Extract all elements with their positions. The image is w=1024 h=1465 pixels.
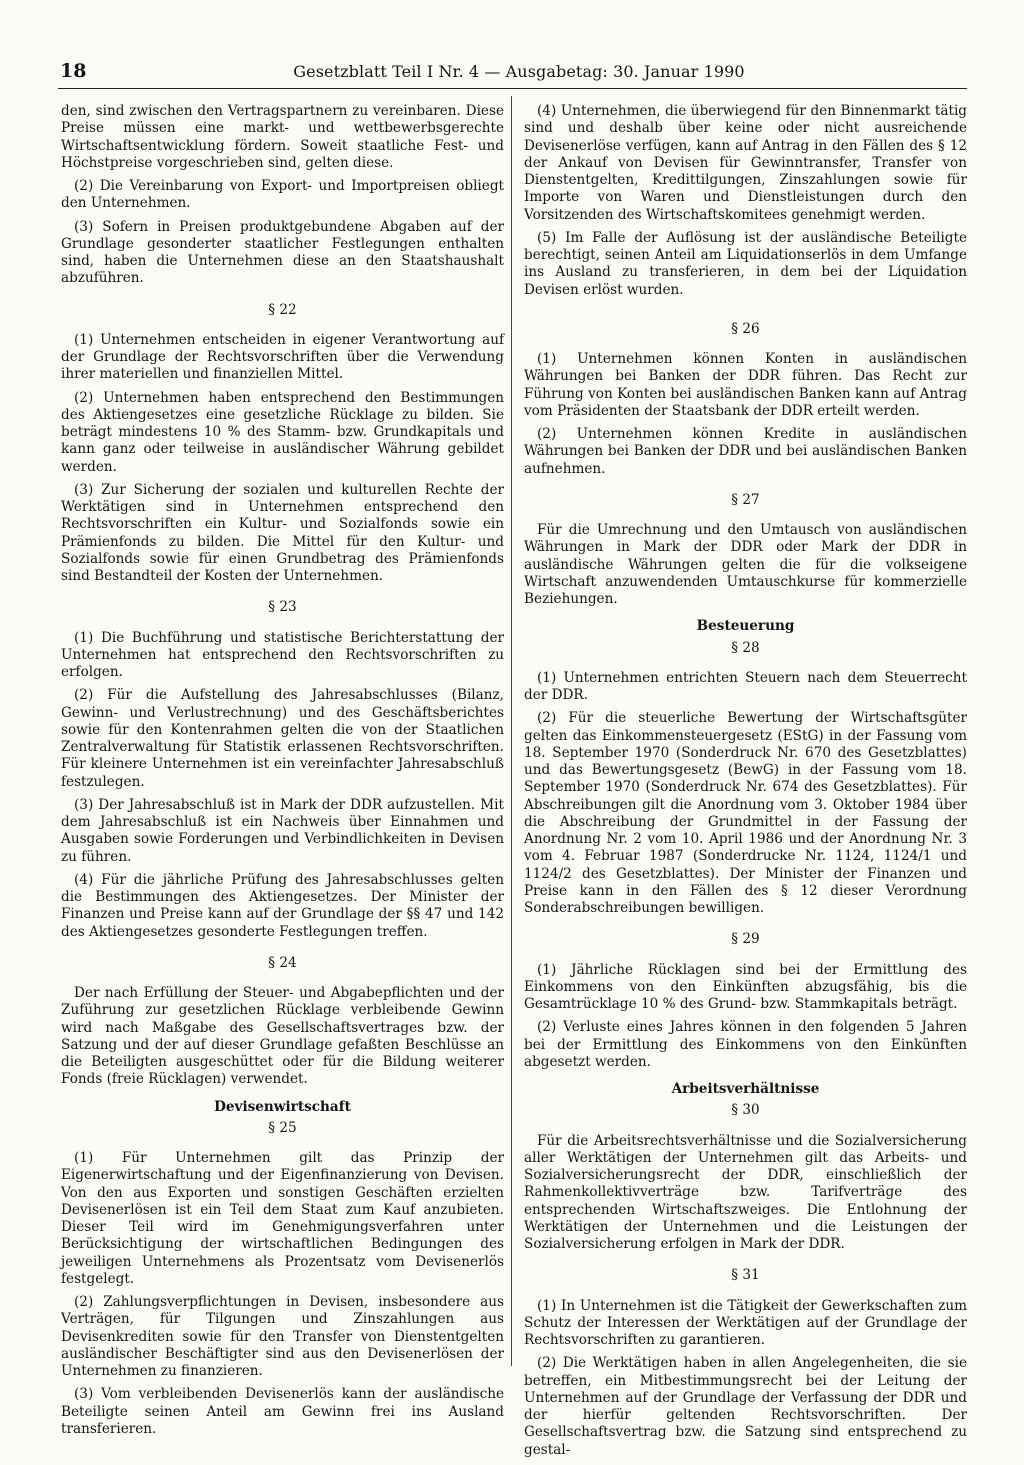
paragraph: (1) Unternehmen können Konten in ausländischen Währungen bei Banken der DDR führen. Das Recht zur Führung von Konten bei ausländischen Banken kann auf Antrag vom Präsidenten der Staatsbank der DDR erteilt werden. <box>524 351 967 419</box>
paragraph: (3) Der Jahresabschluß ist in Mark der DDR aufzustellen. Mit dem Jahresabschluß ist ein Nachweis über Einnahmen und Ausgaben sowie Forderungen und Verbindlichkeiten in Devisen zu führen. <box>61 796 504 865</box>
section-number: § 25 <box>268 1119 297 1136</box>
section-heading: Arbeitsverhältnisse <box>671 1081 820 1097</box>
paragraph: (2) Die Vereinbarung von Export- und Importpreisen obliegt den Unternehmen. <box>61 178 504 212</box>
paragraph: Für die Arbeitsrechtsverhältnisse und die Sozialversicherung aller Werktätigen der Unternehmen gilt das Arbeits- und Sozialversicherungsrecht der DDR, einschließlich der Rahmenkollektivverträge bzw. Tarifverträge des entsprechenden Wirtschaftszweiges. Die Entlohnung der Werktätigen der Unternehmen und die Leistungen der Sozialversicherung erfolgen in Mark der DDR. <box>524 1132 967 1252</box>
paragraph: (5) Im Falle der Auflösung ist der ausländische Beteiligte berechtigt, seinen Anteil am Liquidationserlös in dem Umfange ins Ausland zu transferieren, in dem bei der Liquidation Devisen erlöst wurden. <box>524 229 967 298</box>
section-number: § 29 <box>731 931 760 948</box>
column-divider <box>511 96 512 1366</box>
paragraph: (1) Unternehmen entscheiden in eigener Verantwortung auf der Grundlage der Rechtsvorschriften über die Verwendung ihrer materiellen und finanziellen Mittel. <box>61 331 504 383</box>
section-number: § 22 <box>268 301 297 318</box>
paragraph: (2) Unternehmen können Kredite in ausländischen Währungen bei Banken der DDR und bei ausländischen Banken aufnehmen. <box>524 426 967 477</box>
paragraph: (2) Zahlungsverpflichtungen in Devisen, insbesondere aus Verträgen, für Tilgungen und Zinszahlungen aus Devisenkrediten sowie für den Transfer von Dienstentgelten ausländischer Beschäftigter sind aus den Devisenerlösen der Unternehmen zu finanzieren. <box>61 1294 504 1379</box>
running-header: Gesetzblatt Teil I Nr. 4 — Ausgabetag: 30. Januar 1990 <box>293 62 745 81</box>
paragraph: (1) Die Buchführung und statistische Berichterstattung der Unternehmen hat entsprechend den Rechtsvorschriften zu erfolgen. <box>61 629 504 680</box>
right-column <box>524 103 967 1465</box>
section-heading: Devisenwirtschaft <box>214 1098 351 1115</box>
page-number: 18 <box>60 60 87 82</box>
paragraph: (3) Zur Sicherung der sozialen und kulturellen Rechte der Werktätigen sind in Unternehmen entsprechend den Rechtsvorschriften ein Kultur- und Sozialfonds sowie ein Prämienfonds zu bilden. Die Mittel für den Kultur- und Sozialfonds sowie für einen Grundbetrag des Prämienfonds sind Bestandteil der Kosten der Unternehmen. <box>61 481 504 584</box>
paragraph: (1) Jährliche Rücklagen sind bei der Ermittlung des Einkommens von den Einkünften abzugsfähig, bis die Gesamtrücklage 10 % des Grund- bzw. Stammkapitals beträgt. <box>524 961 967 1012</box>
paragraph: Für die Umrechnung und den Umtausch von ausländischen Währungen in Mark der DDR oder Mark der DDR in ausländische Währungen gelten die für die volkseigene Wirtschaft anzuwendenden Umtauschkurse für kommerzielle Beziehungen. <box>524 522 967 607</box>
paragraph: Der nach Erfüllung der Steuer- und Abgabepflichten und der Zuführung zur gesetzlichen Rücklage verbleibende Gewinn wird nach Maßgabe des Gesellschaftsvertrages bzw. der Satzung und der auf dieser Grundlage gefaßten Beschlüsse an die Beteiligten ausgeschüttet oder für die Bildung weiterer Fonds (freie Rücklagen) verwendet. <box>61 985 504 1088</box>
section-number: § 24 <box>268 954 297 971</box>
paragraph: (2) Für die Aufstellung des Jahresabschlusses (Bilanz, Gewinn- und Verlustrechnung) und des Geschäftsberichtes sowie für den Kontenrahmen gelten die von der Staatlichen Zentralverwaltung für Statistik erlassenen Rechtsvorschriften. Für kleinere Unternehmen ist ein vereinfachter Jahresabschluß festzulegen. <box>61 687 504 790</box>
section-number: § 26 <box>731 320 760 337</box>
paragraph: (2) Unternehmen haben entsprechend den Bestimmungen des Aktiengesetzes eine gesetzliche Rücklage zu bilden. Sie beträgt mindestens 10 % des Stamm- bzw. Grundkapitals und kann ganz oder teilweise in ausländischer Währung gebildet werden. <box>61 389 504 475</box>
section-number: § 28 <box>731 639 760 656</box>
paragraph: (3) Sofern in Preisen produktgebundene Abgaben auf der Grundlage gesonderter staatlicher Festlegungen enthalten sind, haben die Unternehmen diese an den Staatshaushalt abzuführen. <box>61 218 504 287</box>
paragraph: (4) Unternehmen, die überwiegend für den Binnenmarkt tätig sind und deshalb über keine oder nicht ausreichende Devisenerlöse verfügen, kann auf Antrag in den Fällen des § 12 der Ankauf von Devisen für Gewinntransfer, Transfer von Dienstentgelten, Kredittilgungen, Zinszahlungen sowie für Importe von Waren und Dienstleistungen durch den Vorsitzenden des Wirtschaftskomitees genehmigt werden. <box>524 103 967 223</box>
paragraph: (1) In Unternehmen ist die Tätigkeit der Gewerkschaften zum Schutz der Interessen der Werktätigen auf der Grundlage der Rechtsvorschriften zu garantieren. <box>524 1297 967 1348</box>
paragraph: (3) Vom verbleibenden Devisenerlös kann der ausländische Beteiligte seinen Anteil am Gewinn frei ins Ausland transferieren. <box>61 1386 504 1437</box>
paragraph: den, sind zwischen den Vertragspartnern zu vereinbaren. Diese Preise müssen eine markt- und wettbewerbsgerechte Wirtschaftsentwicklung fördern. Soweit staatliche Fest- und Höchstpreise vorgeschrieben sind, gelten diese. <box>61 103 504 171</box>
section-number: § 23 <box>268 599 297 616</box>
section-number: § 30 <box>731 1102 760 1119</box>
paragraph: (4) Für die jährliche Prüfung des Jahresabschlusses gelten die Bestimmungen des Aktiengesetzes. Der Minister der Finanzen und Preise kann auf der Grundlage der §§ 47 und 142 des Aktiengesetzes gesonderte Festlegungen treffen. <box>61 871 504 940</box>
paragraph: (2) Die Werktätigen haben in allen Angelegenheiten, die sie betreffen, ein Mitbestimmungsrecht bei der Leitung der Unternehmen auf der Grundlage der Verfassung der DDR und der hierfür geltenden Rechtsvorschriften. Der Gesellschaftsvertrag bzw. die Satzung sind entsprechend zu gestal- <box>524 1355 967 1458</box>
section-number: § 31 <box>731 1267 760 1284</box>
section-number: § 27 <box>731 491 760 508</box>
paragraph: (1) Für Unternehmen gilt das Prinzip der Eigenerwirtschaftung und der Eigenfinanzierung von Devisen. Von den aus Exporten und sonstigen Geschäften erzielten Devisenerlösen ist ein Teil dem Staat zum Kauf anzubieten. Dieser Teil wird im Genehmigungsverfahren unter Berücksichtigung der wirtschaftlichen Bedingungen des jeweiligen Unternehmens als Prozentsatz vom Devisenerlös festgelegt. <box>61 1150 504 1287</box>
paragraph: (2) Für die steuerliche Bewertung der Wirtschaftsgüter gelten das Einkommensteuergesetz (EStG) in der Fassung vom 18. September 1970 (Sonderdruck Nr. 670 des Gesetzblattes) und das Bewertungsgesetz (BewG) in der Fassung vom 18. September 1970 (Sonderdruck Nr. 674 des Gesetzblattes). Für Abschreibungen gilt die Anordnung vom 3. Oktober 1984 über die Abschreibung der Grundmittel in der Fassung der Anordnung Nr. 2 vom 10. April 1986 und der Anordnung Nr. 3 vom 4. Februar 1987 (Sonderdrucke Nr. 1124, 1124/1 und 1124/2 des Gesetzblattes). Der Minister der Finanzen und Preise kann in den Fällen des § 12 dieser Verordnung Sonderabschreibungen bewilligen. <box>524 710 967 916</box>
section-heading: Besteuerung <box>696 618 795 635</box>
left-column <box>61 103 504 1444</box>
paragraph: (2) Verluste eines Jahres können in den folgenden 5 Jahren bei der Ermittlung des Einkommens von den Einkünften abgesetzt werden. <box>524 1019 967 1070</box>
paragraph: (1) Unternehmen entrichten Steuern nach dem Steuerrecht der DDR. <box>524 669 967 703</box>
header-rule <box>58 88 967 89</box>
